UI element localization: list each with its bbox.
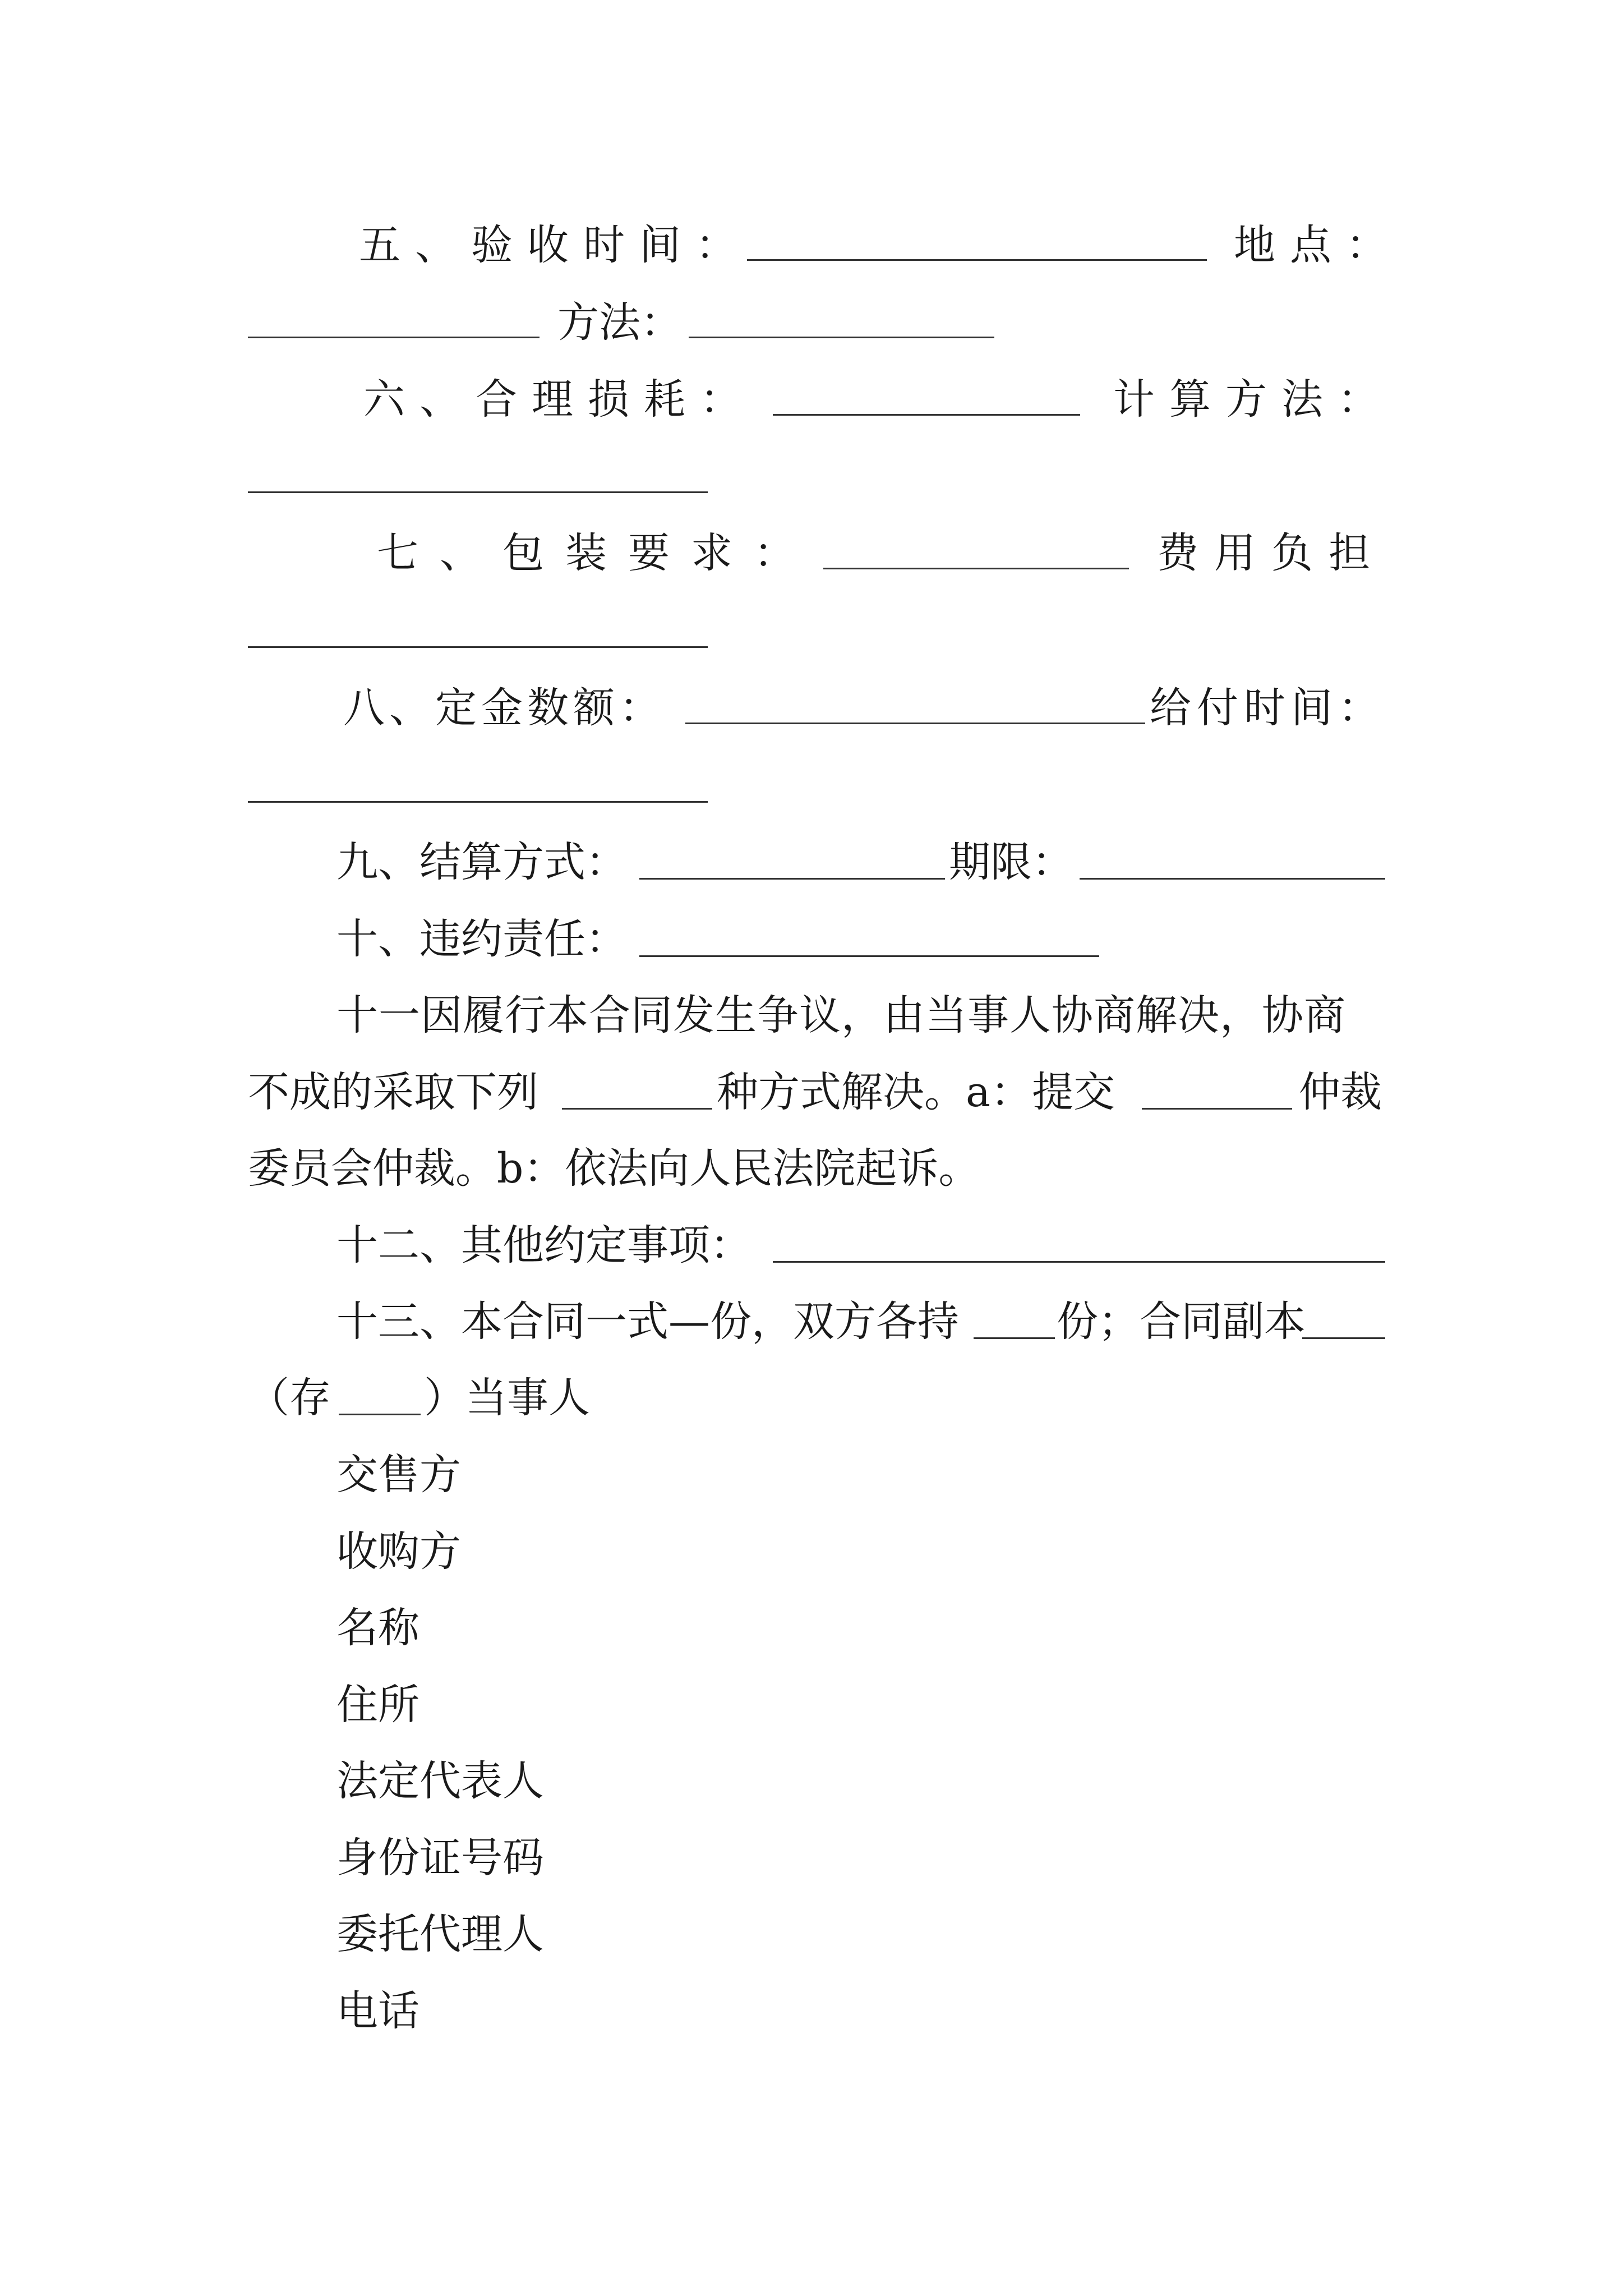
item7-label: 七、包装要求： [377, 529, 817, 577]
method-count-blank [562, 1108, 712, 1110]
arbitration-body-blank [1142, 1108, 1292, 1110]
item7-cost-label: 费用负担 [1157, 529, 1386, 577]
item13-line1a: 十三、本合同一式—份，双方各持 [336, 1297, 959, 1346]
item8-label: 八、定金数额： [343, 684, 665, 732]
item6-calc-label: 计算方法： [1113, 375, 1394, 424]
item11-line3: 委员会仲裁。b：依法向人民法院起诉。 [248, 1144, 980, 1193]
item13-line1b: 份；合同副本 [1057, 1297, 1306, 1346]
item11-line2b: 种方式解决。a：提交 [717, 1068, 1115, 1116]
item11-line2c: 仲裁 [1299, 1068, 1382, 1116]
legal-representative-label: 法定代表人 [336, 1757, 544, 1805]
item13-line2b: ）当事人 [424, 1374, 590, 1422]
liability-blank [639, 955, 1099, 957]
item10-label: 十、违约责任： [336, 915, 627, 963]
cost-blank [248, 646, 708, 648]
item5-place-label: 地点： [1234, 221, 1402, 269]
party-seller-label: 交售方 [336, 1451, 461, 1499]
party-buyer-label: 收购方 [336, 1527, 461, 1576]
calc-method-blank [248, 491, 708, 493]
item13-line2a: （存 [248, 1374, 331, 1422]
term-blank [1080, 878, 1385, 880]
phone-label: 电话 [336, 1987, 419, 2035]
other-matters-blank [773, 1261, 1385, 1263]
item9-label: 九、结算方式： [336, 838, 627, 886]
name-label: 名称 [336, 1604, 419, 1652]
payment-time-blank [248, 801, 708, 803]
item9-term-label: 期限： [949, 838, 1073, 886]
item11-line1: 十一因履行本合同发生争议，由当事人协商解决，协商 [336, 991, 1346, 1039]
item6-label: 六、合理损耗： [363, 375, 756, 424]
item5-label: 五、验收时间： [359, 221, 751, 269]
loss-blank [773, 414, 1080, 416]
copies-each-blank [974, 1337, 1055, 1339]
id-number-label: 身份证号码 [336, 1834, 544, 1882]
settlement-blank [639, 878, 945, 880]
inspection-method-blank [689, 337, 994, 338]
item5-method-label: 方法： [557, 298, 682, 347]
duplicate-copies-blank [1302, 1337, 1385, 1339]
inspection-time-blank [747, 259, 1207, 261]
item12-label: 十二、其他约定事项： [336, 1221, 751, 1269]
item8-time-label: 给付时间： [1150, 684, 1385, 732]
deposit-blank [685, 723, 1145, 724]
address-label: 住所 [336, 1681, 419, 1729]
inspection-place-blank [248, 337, 540, 338]
kept-by-blank [339, 1414, 421, 1415]
packaging-blank [823, 568, 1129, 569]
item11-line2a: 不成的采取下列 [248, 1068, 538, 1116]
authorized-agent-label: 委托代理人 [336, 1910, 544, 1958]
